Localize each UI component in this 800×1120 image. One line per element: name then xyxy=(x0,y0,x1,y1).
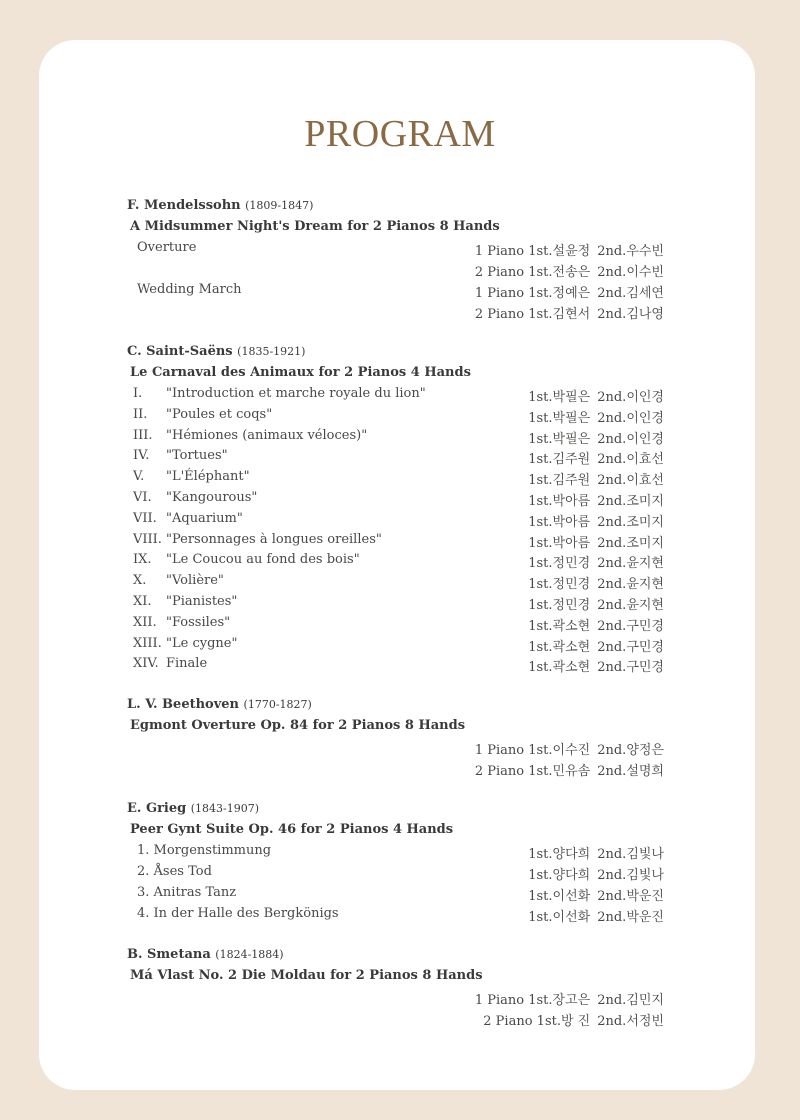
movement-title: "Volière" xyxy=(166,573,224,588)
performers xyxy=(475,739,664,758)
composer-name: L. V. Beethoven xyxy=(127,697,239,712)
movement-title: Finale xyxy=(166,656,208,671)
performer-first: 1st.정민경 xyxy=(528,577,591,592)
composer-heading xyxy=(127,947,284,963)
performer-first: 1st.박아름 xyxy=(528,536,591,551)
work-title: A Midsummer Night's Dream for 2 Pianos 8 Hands xyxy=(130,219,500,234)
performer-first: 1st.박아름 xyxy=(528,515,591,530)
performer-first: 1st.박필은 xyxy=(528,411,591,426)
work-title: Le Carnaval des Animaux for 2 Pianos 4 Hands xyxy=(130,365,471,380)
movement-number: VII. xyxy=(133,511,157,526)
performers xyxy=(475,989,664,1008)
composer-years: (1770-1827) xyxy=(243,698,312,711)
composer-heading xyxy=(127,344,305,360)
piece-label: Wedding March xyxy=(137,282,242,297)
performer-first: 1st.정민경 xyxy=(528,556,591,571)
performer-second: 2nd.구민경 xyxy=(597,660,664,675)
movement-number: VIII. xyxy=(133,532,162,547)
performer-second: 2nd.김빛나 xyxy=(597,847,664,862)
composer-heading xyxy=(127,801,259,817)
performer-second: 2nd.윤지현 xyxy=(597,577,664,592)
performers xyxy=(528,386,664,405)
movement-title: "Le cygne" xyxy=(166,636,238,651)
composer-heading xyxy=(127,697,312,713)
performer-second: 2nd.설명희 xyxy=(597,764,664,779)
page-title: PROGRAM xyxy=(304,113,496,155)
composer-heading xyxy=(127,198,313,214)
performer-first: 2 Piano 1st.민유솜 xyxy=(474,764,591,779)
performers xyxy=(475,261,664,280)
performer-second: 2nd.서정빈 xyxy=(597,1014,664,1029)
performer-first: 1st.정민경 xyxy=(528,598,591,613)
composer-name: B. Smetana xyxy=(127,947,211,962)
performer-second: 2nd.구민경 xyxy=(597,619,664,634)
movement-number: XIII. xyxy=(133,636,162,651)
movement-number: IV. xyxy=(133,448,150,463)
piece-label: 1. Morgenstimmung xyxy=(137,843,272,858)
performers xyxy=(528,428,664,447)
performers xyxy=(528,594,664,613)
movement-title: "Introduction et marche royale du lion" xyxy=(166,386,426,401)
composer-years: (1843-1907) xyxy=(190,802,260,815)
performer-second: 2nd.우수빈 xyxy=(597,244,664,259)
performer-first: 2 Piano 1st.전송은 xyxy=(474,265,591,280)
performer-second: 2nd.이인경 xyxy=(597,432,664,447)
performers xyxy=(528,511,664,530)
performers xyxy=(528,552,664,571)
composer-name: C. Saint-Saëns xyxy=(127,344,233,359)
performer-first: 1st.이선화 xyxy=(528,910,591,925)
movement-title: "L'Éléphant" xyxy=(166,469,250,484)
movement-title: "Aquarium" xyxy=(166,511,243,526)
movement-title: "Poules et coqs" xyxy=(166,407,273,422)
movement-title: "Le Coucou au fond des bois" xyxy=(166,552,360,567)
movement-number: IX. xyxy=(133,552,152,567)
movement-number: V. xyxy=(133,469,145,484)
performers xyxy=(475,760,664,779)
performer-first: 1st.곽소현 xyxy=(528,640,591,655)
piece-label: 2. Åses Tod xyxy=(137,864,212,879)
performer-second: 2nd.김나영 xyxy=(597,307,664,322)
work-title: Má Vlast No. 2 Die Moldau for 2 Pianos 8 Hands xyxy=(130,968,483,983)
movement-title: "Tortues" xyxy=(166,448,228,463)
performer-second: 2nd.김빛나 xyxy=(597,868,664,883)
movement-title: "Personnages à longues oreilles" xyxy=(166,532,382,547)
performer-second: 2nd.조미지 xyxy=(597,494,664,509)
performers xyxy=(528,532,664,551)
performer-second: 2nd.박운진 xyxy=(597,910,664,925)
movement-title: "Hémiones (animaux véloces)" xyxy=(166,428,368,443)
piece-label: Overture xyxy=(137,240,197,255)
composer-years: (1809-1847) xyxy=(245,199,314,212)
work-title: Egmont Overture Op. 84 for 2 Pianos 8 Hands xyxy=(130,718,466,733)
movement-number: III. xyxy=(133,428,153,443)
performer-first: 1 Piano 1st.정예은 xyxy=(474,286,591,301)
performer-second: 2nd.이인경 xyxy=(597,411,664,426)
performers xyxy=(528,448,664,467)
performer-second: 2nd.이효선 xyxy=(597,473,664,488)
performer-second: 2nd.박운진 xyxy=(597,889,664,904)
performers xyxy=(528,490,664,509)
performers xyxy=(528,656,664,675)
performers xyxy=(528,885,664,904)
performer-second: 2nd.조미지 xyxy=(597,515,664,530)
performer-first: 1st.박필은 xyxy=(528,432,591,447)
movement-number: I. xyxy=(133,386,143,401)
performers xyxy=(528,407,664,426)
composer-years: (1824-1884) xyxy=(215,948,284,961)
performers xyxy=(475,303,664,322)
performer-second: 2nd.김세연 xyxy=(597,286,664,301)
performer-first: 1st.양다희 xyxy=(528,868,591,883)
performers xyxy=(483,1010,664,1029)
movement-number: X. xyxy=(133,573,147,588)
performers xyxy=(528,864,664,883)
performer-first: 1st.박필은 xyxy=(528,390,591,405)
performer-first: 1st.곽소현 xyxy=(528,660,591,675)
performer-second: 2nd.양정은 xyxy=(597,743,664,758)
composer-name: F. Mendelssohn xyxy=(127,198,241,213)
performer-first: 1 Piano 1st.장고은 xyxy=(474,993,591,1008)
performers xyxy=(528,843,664,862)
performers xyxy=(475,282,664,301)
movement-title: "Pianistes" xyxy=(166,594,238,609)
performer-second: 2nd.윤지현 xyxy=(597,598,664,613)
movement-title: "Kangourous" xyxy=(166,490,258,505)
movement-number: XII. xyxy=(133,615,157,630)
movement-title: "Fossiles" xyxy=(166,615,231,630)
work-title: Peer Gynt Suite Op. 46 for 2 Pianos 4 Hands xyxy=(130,822,454,837)
performer-first: 2 Piano 1st.방 진 xyxy=(483,1014,591,1029)
performer-first: 1st.곽소현 xyxy=(528,619,591,634)
piece-label: 3. Anitras Tanz xyxy=(137,885,237,900)
performer-second: 2nd.이인경 xyxy=(597,390,664,405)
performer-first: 1 Piano 1st.이수진 xyxy=(474,743,591,758)
piece-label: 4. In der Halle des Bergkönigs xyxy=(137,906,339,921)
performer-first: 1st.김주원 xyxy=(528,473,591,488)
performers xyxy=(528,906,664,925)
performer-second: 2nd.윤지현 xyxy=(597,556,664,571)
performers xyxy=(475,240,664,259)
performer-first: 1 Piano 1st.설윤정 xyxy=(474,244,591,259)
movement-number: XIV. xyxy=(133,656,159,671)
performers xyxy=(528,573,664,592)
performer-first: 1st.이선화 xyxy=(528,889,591,904)
performer-second: 2nd.조미지 xyxy=(597,536,664,551)
performer-first: 1st.박아름 xyxy=(528,494,591,509)
composer-years: (1835-1921) xyxy=(237,345,306,358)
performers xyxy=(528,469,664,488)
performers xyxy=(528,615,664,634)
performer-first: 2 Piano 1st.김현서 xyxy=(474,307,591,322)
movement-number: VI. xyxy=(133,490,152,505)
performer-first: 1st.김주원 xyxy=(528,452,591,467)
performer-first: 1st.양다희 xyxy=(528,847,591,862)
performer-second: 2nd.구민경 xyxy=(597,640,664,655)
performer-second: 2nd.이효선 xyxy=(597,452,664,467)
performer-second: 2nd.이수빈 xyxy=(597,265,664,280)
movement-number: XI. xyxy=(133,594,152,609)
performer-second: 2nd.김민지 xyxy=(597,993,664,1008)
performers xyxy=(528,636,664,655)
movement-number: II. xyxy=(133,407,148,422)
composer-name: E. Grieg xyxy=(127,801,187,816)
